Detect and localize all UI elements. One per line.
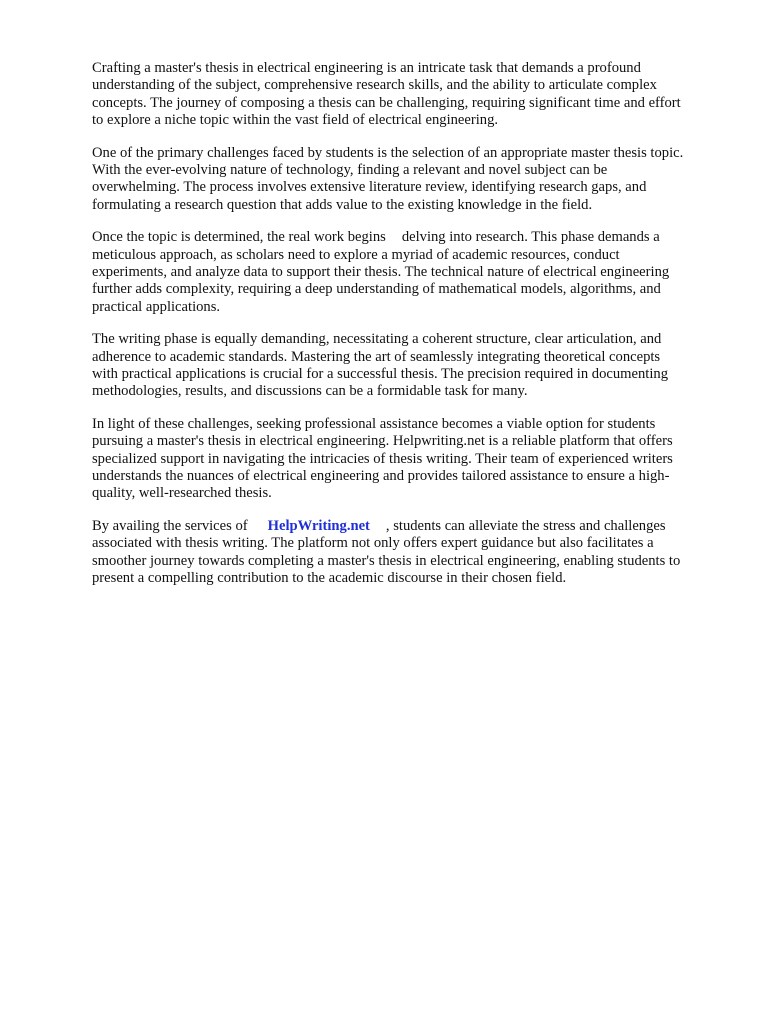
text-fragment: By availing the services of bbox=[92, 518, 248, 535]
text-line: pursuing a master's thesis in electrical engineering. Helpwriting.net is a reliable platform that offers bbox=[92, 433, 673, 450]
text-line: methodologies, results, and discussions can be a formidable task for many. bbox=[92, 383, 528, 400]
text-line: understanding of the subject, comprehensive research skills, and the ability to articulate complex bbox=[92, 77, 657, 94]
text-line: practical applications. bbox=[92, 298, 221, 315]
paragraph-intro bbox=[92, 60, 732, 129]
text-fragment: Once the topic is determined, the real work begins bbox=[92, 229, 386, 246]
text-line: meticulous approach, as scholars need to explore a myriad of academic resources, conduct bbox=[92, 246, 620, 263]
text-line: In light of these challenges, seeking professional assistance becomes a viable option for students bbox=[92, 416, 656, 433]
text-line: adherence to academic standards. Mastering the art of seamlessly integrating theoretical concepts bbox=[92, 348, 661, 365]
text-line: One of the primary challenges faced by students is the selection of an appropriate master thesis topic. bbox=[92, 144, 684, 161]
text-line: concepts. The journey of composing a thesis can be challenging, requiring significant time and effort bbox=[92, 94, 681, 111]
text-line: Crafting a master's thesis in electrical engineering is an intricate task that demands a profound bbox=[92, 60, 641, 76]
text-line: The writing phase is equally demanding, necessitating a coherent structure, clear articulation, and bbox=[92, 331, 662, 348]
text-line: experiments, and analyze data to support their thesis. The technical nature of electrical engineering bbox=[92, 263, 670, 280]
paragraph-topic-selection bbox=[92, 145, 732, 214]
text-line: to explore a niche topic within the vast field of electrical engineering. bbox=[92, 111, 499, 128]
text-line: formulating a research question that adds value to the existing knowledge in the field. bbox=[92, 196, 593, 213]
paragraph-assistance bbox=[92, 416, 732, 502]
text-line: further adds complexity, requiring a deep understanding of mathematical models, algorithms, and bbox=[92, 281, 661, 298]
document-body bbox=[92, 60, 732, 603]
text-line bbox=[92, 229, 732, 246]
text-line: with practical applications is crucial for a successful thesis. The precision required in documenting bbox=[92, 365, 669, 382]
paragraph-research bbox=[92, 229, 732, 315]
text-line: associated with thesis writing. The platform not only offers expert guidance but also facilitates a bbox=[92, 535, 654, 552]
helpwriting-link[interactable]: HelpWriting.net bbox=[267, 518, 370, 535]
text-line: specialized support in navigating the intricacies of thesis writing. Their team of experienced writers bbox=[92, 450, 673, 467]
text-line: smoother journey towards completing a master's thesis in electrical engineering, enabling students to bbox=[92, 552, 681, 569]
text-line: quality, well-researched thesis. bbox=[92, 485, 272, 502]
text-line bbox=[92, 518, 732, 535]
paragraph-writing-phase bbox=[92, 331, 732, 400]
text-line: overwhelming. The process involves extensive literature review, identifying research gaps, and bbox=[92, 179, 647, 196]
text-fragment: , students can alleviate the stress and challenges bbox=[385, 518, 666, 535]
text-line: With the ever-evolving nature of technology, finding a relevant and novel subject can be bbox=[92, 161, 608, 178]
paragraph-conclusion bbox=[92, 518, 732, 587]
text-fragment: delving into research. This phase demands a bbox=[401, 229, 660, 246]
text-line: understands the nuances of electrical engineering and provides tailored assistance to ensure a high- bbox=[92, 467, 670, 484]
text-line: present a compelling contribution to the academic discourse in their chosen field. bbox=[92, 569, 567, 586]
